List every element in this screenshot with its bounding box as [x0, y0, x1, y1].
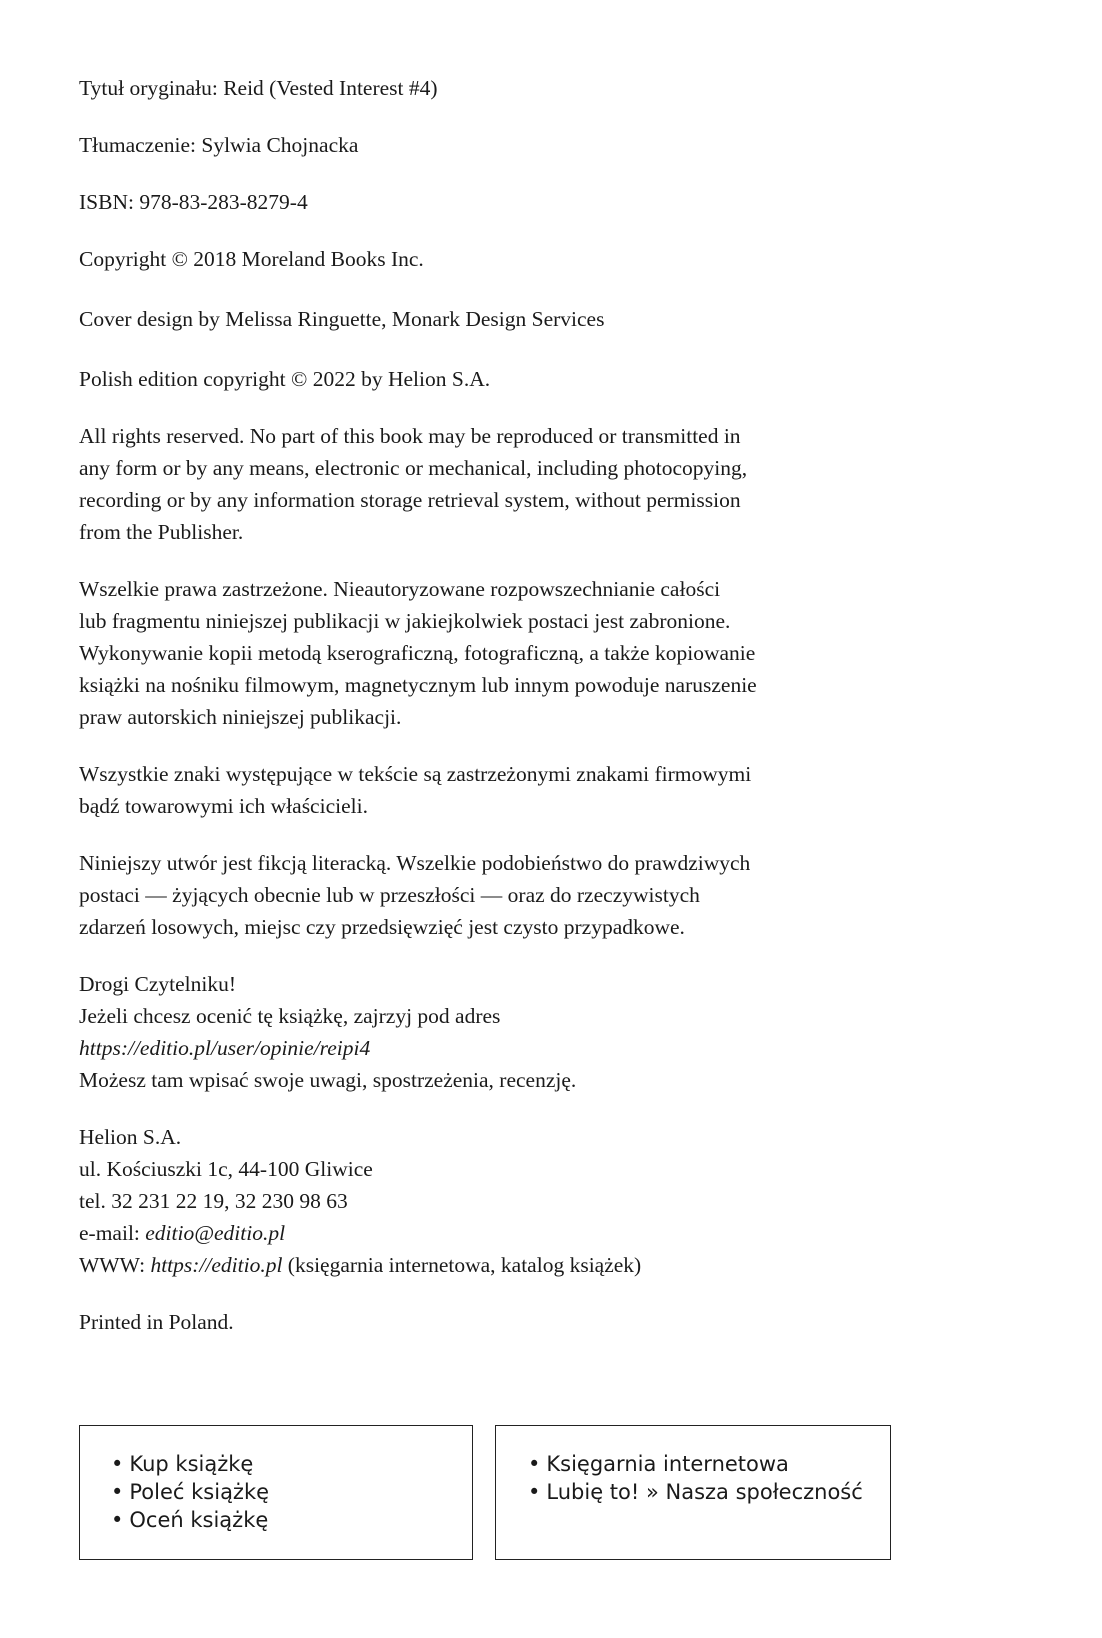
- email-link[interactable]: editio@editio.pl: [145, 1221, 286, 1245]
- printed-in: Printed in Poland.: [79, 1310, 234, 1334]
- community-box: [495, 1425, 891, 1560]
- website-link[interactable]: https://editio.pl: [150, 1253, 283, 1277]
- rights-english: All rights reserved. No part of this book may be reproduced or transmitted in any form or by any means, electronic or mechanical, including photocopying, recording or by any information storage retrieval system, without permission from the Publisher.: [79, 424, 748, 544]
- rate-book-link[interactable]: • Oceń książkę: [111, 1508, 269, 1532]
- rights-polish: Wszelkie prawa zastrzeżone. Nieautoryzowane rozpowszechnianie całości lub fragmentu niniejszej publikacji w jakiejkolwiek postaci jest zabronione. Wykonywanie kopii metodą kserograficzną, fotograficzną, a także kopiowanie książki na nośniku filmowym, magnetycznym lub innym powoduje naruszenie praw autorskich niniejszej publikacji.: [79, 577, 757, 729]
- copyright-page: [79, 72, 909, 1363]
- trademarks-note: Wszystkie znaki występujące w tekście są zastrzeżonymi znakami firmowymi bądź towarowymi ich właścicieli.: [79, 762, 752, 818]
- isbn: ISBN: 978-83-283-8279-4: [79, 190, 308, 214]
- online-bookstore-link[interactable]: • Księgarnia internetowa: [528, 1452, 789, 1476]
- review-url-link[interactable]: https://editio.pl/user/opinie/reipi4: [79, 1036, 371, 1060]
- publisher-contact: Helion S.A. ul. Kościuszki 1c, 44-100 Gliwice tel. 32 231 22 19, 32 230 98 63 e-mail: editio@editio.pl WWW: https://editio.pl (księgarnia internetowa, katalog książek): [79, 1125, 642, 1277]
- copyright-line: Copyright © 2018 Moreland Books Inc.: [79, 247, 424, 271]
- polish-copyright: Polish edition copyright © 2022 by Helion S.A.: [79, 367, 491, 391]
- book-actions-box: [79, 1425, 473, 1560]
- fiction-disclaimer: Niniejszy utwór jest fikcją literacką. Wszelkie podobieństwo do prawdziwych postaci — żyjących obecnie lub w przeszłości — oraz do rzeczywistych zdarzeń losowych, miejsc czy przedsięwzięć jest czysto przypadkowe.: [79, 851, 751, 939]
- recommend-book-link[interactable]: • Poleć książkę: [111, 1480, 270, 1504]
- link-boxes: [79, 1425, 891, 1562]
- buy-book-link[interactable]: • Kup książkę: [111, 1452, 254, 1476]
- community-link[interactable]: • Lubię to! » Nasza społeczność: [528, 1480, 863, 1504]
- reader-note: Drogi Czytelniku! Jeżeli chcesz ocenić tę książkę, zajrzyj pod adres https://editio.pl/user/opinie/reipi4 Możesz tam wpisać swoje uwagi, spostrzeżenia, recenzję.: [79, 968, 909, 1096]
- cover-design: Cover design by Melissa Ringuette, Monark Design Services: [79, 307, 605, 331]
- original-title: Tytuł oryginału: Reid (Vested Interest #4): [79, 76, 438, 100]
- translator: Tłumaczenie: Sylwia Chojnacka: [79, 133, 359, 157]
